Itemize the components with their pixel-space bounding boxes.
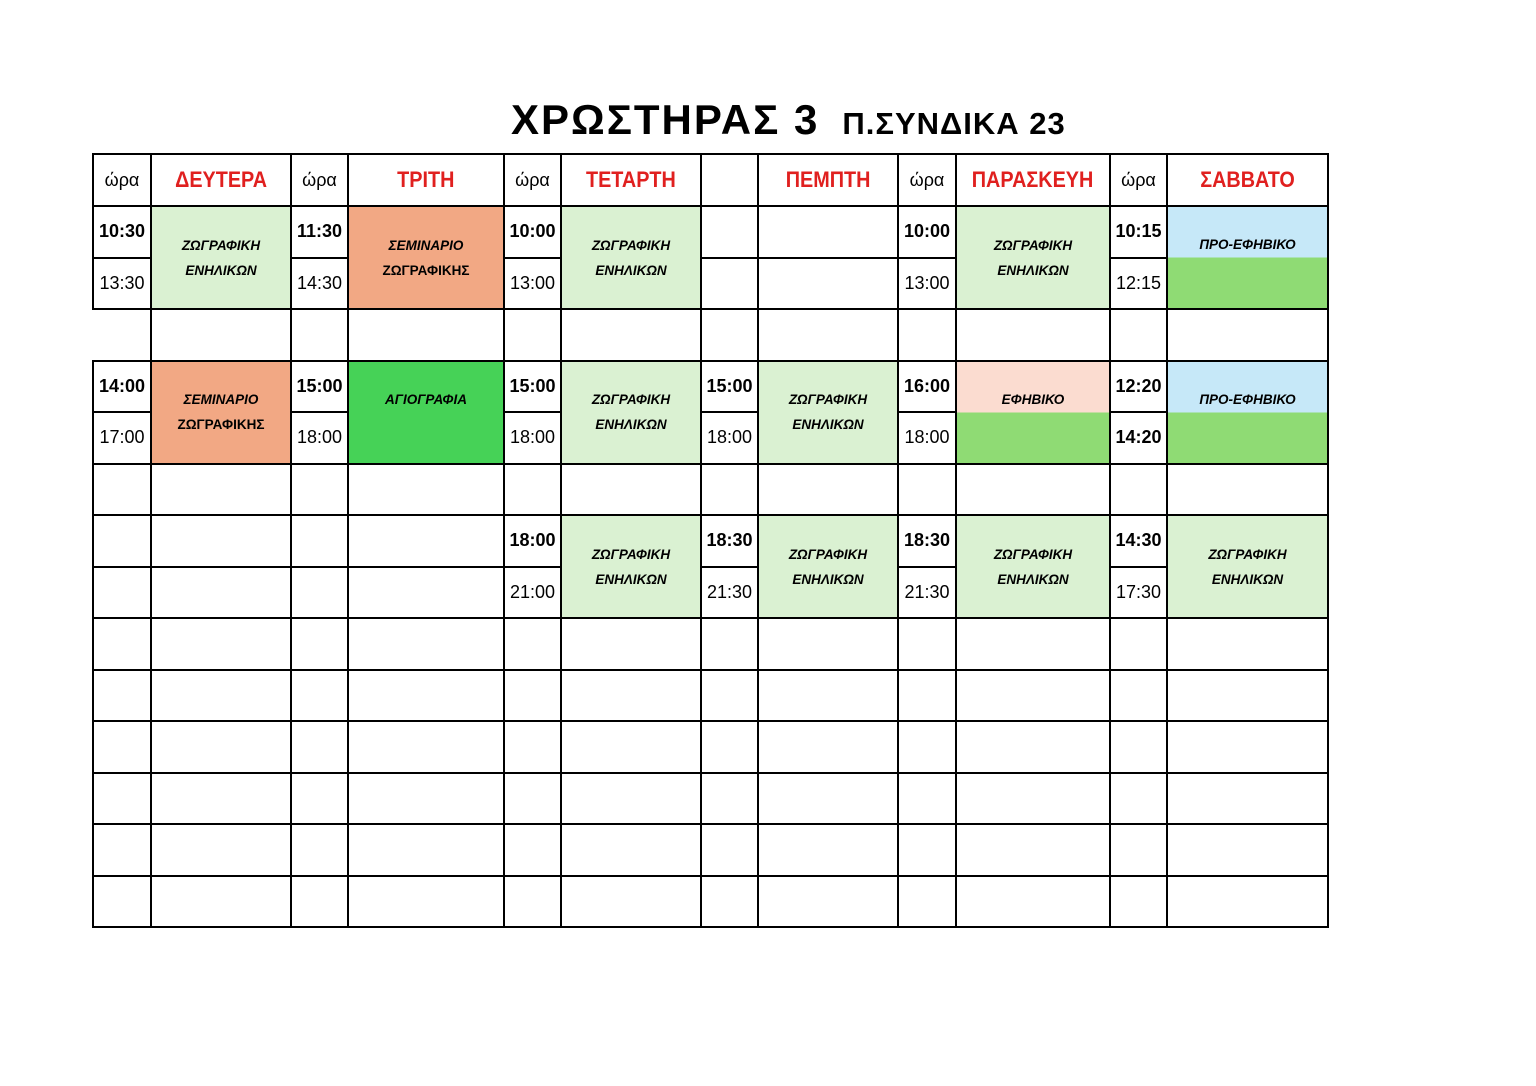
saturday-start-time (1110, 361, 1167, 413)
day-header-friday (956, 154, 1110, 206)
empty-cell (291, 464, 348, 516)
empty-cell (758, 670, 898, 722)
empty-cell (1110, 464, 1167, 516)
empty-cell (758, 206, 898, 258)
empty-cell (701, 258, 758, 310)
class-label (1168, 207, 1327, 253)
slot-start-row (93, 206, 1328, 258)
empty-cell (1167, 773, 1328, 825)
monday-start-time (93, 361, 151, 413)
empty-cell (93, 515, 151, 567)
start-time-text: 15:00 (706, 375, 753, 396)
start-time-text: 18:30 (706, 530, 753, 551)
tuesday-class-block (348, 361, 504, 464)
day-name-label: ΠΑΡΑΣΚΕΥΗ (972, 167, 1094, 192)
empty-cell (561, 464, 701, 516)
class-label-line: ΣΕΜΙΝΑΡΙΟ (183, 392, 259, 407)
empty-cell (1167, 876, 1328, 928)
friday-start-time (898, 206, 956, 258)
empty-cell (291, 824, 348, 876)
empty-cell (504, 464, 561, 516)
empty-cell (898, 824, 956, 876)
empty-cell (504, 309, 561, 361)
empty-cell (758, 824, 898, 876)
empty-cell (504, 876, 561, 928)
class-label-line: ΖΩΓΡΑΦΙΚΗ (788, 546, 868, 562)
empty-cell (348, 670, 504, 722)
thursday-start-time (701, 515, 758, 567)
day-header-thursday (758, 154, 898, 206)
empty-cell (701, 309, 758, 361)
empty-cell (758, 773, 898, 825)
empty-cell (701, 824, 758, 876)
empty-cell (1167, 618, 1328, 670)
end-time-text: 21:30 (706, 581, 753, 602)
empty-cell (1110, 309, 1167, 361)
empty-cell (151, 464, 291, 516)
class-label-line: ΕΝΗΛΙΚΩΝ (792, 417, 864, 432)
class-label (957, 362, 1109, 408)
class-label-line: ΕΝΗΛΙΚΩΝ (595, 417, 667, 432)
empty-cell (291, 876, 348, 928)
class-label-line: ΑΓΙΟΓΡΑΦΙΑ (384, 392, 468, 407)
empty-cell (758, 876, 898, 928)
empty-cell (291, 618, 348, 670)
schedule-table (92, 153, 1329, 928)
empty-cell (93, 309, 151, 361)
class-label (759, 387, 897, 437)
empty-cell (291, 515, 348, 567)
class-label-line: ΕΝΗΛΙΚΩΝ (792, 571, 864, 587)
empty-cell (898, 618, 956, 670)
empty-cell (151, 876, 291, 928)
empty-row (93, 773, 1328, 825)
tuesday-end-time (291, 412, 348, 464)
empty-cell (956, 309, 1110, 361)
empty-cell (561, 618, 701, 670)
empty-cell (1167, 824, 1328, 876)
class-label-line: ΕΝΗΛΙΚΩΝ (185, 262, 257, 278)
hour-header-label: ώρα (909, 169, 945, 190)
empty-cell (758, 618, 898, 670)
class-label (1168, 542, 1327, 592)
empty-cell (504, 773, 561, 825)
start-time-text: 18:00 (509, 530, 556, 551)
empty-cell (898, 464, 956, 516)
empty-cell (291, 721, 348, 773)
empty-cell (561, 309, 701, 361)
class-label-line: ΣΕΜΙΝΑΡΙΟ (388, 237, 464, 253)
slot-end-row (93, 567, 1328, 619)
hour-header-cell (898, 154, 956, 206)
empty-cell (701, 773, 758, 825)
empty-cell (348, 515, 504, 567)
empty-cell (93, 876, 151, 928)
empty-cell (93, 567, 151, 619)
hour-header-label: ώρα (1121, 169, 1156, 190)
empty-cell (348, 618, 504, 670)
class-label (349, 233, 503, 283)
empty-cell (561, 721, 701, 773)
empty-cell (93, 618, 151, 670)
empty-cell (348, 876, 504, 928)
hour-header-cell (701, 154, 758, 206)
class-label-line: ΖΩΓΡΑΦΙΚΗ (1208, 546, 1287, 562)
start-time-text: 15:00 (509, 375, 556, 396)
start-time-text: 18:30 (903, 530, 951, 551)
class-label-line: ΖΩΓΡΑΦΙΚΗΣ (177, 417, 265, 432)
schedule-body (93, 154, 1328, 927)
workshop-address: Π.ΣΥΝΔΙΚΑ 23 (842, 106, 1066, 141)
wednesday-class-block (561, 361, 701, 464)
hour-header-cell (291, 154, 348, 206)
empty-cell (561, 773, 701, 825)
empty-cell (758, 258, 898, 310)
empty-cell (93, 721, 151, 773)
monday-end-time (93, 412, 151, 464)
class-label-line: ΖΩΓΡΑΦΙΚΗ (788, 392, 868, 407)
empty-cell (504, 670, 561, 722)
friday-end-time (898, 412, 956, 464)
wednesday-end-time (504, 412, 561, 464)
page-title (511, 96, 1066, 143)
empty-cell (291, 773, 348, 825)
class-label (349, 387, 503, 437)
hour-header-cell (504, 154, 561, 206)
slot-start-row (93, 515, 1328, 567)
empty-cell (898, 876, 956, 928)
class-label-line: ΠΡΟ-ΕΦΗΒΙΚΟ (1199, 391, 1296, 407)
class-label-line: ΖΩΓΡΑΦΙΚΗ (993, 237, 1073, 253)
end-time-text: 14:20 (1115, 427, 1162, 448)
tuesday-start-time (291, 206, 348, 258)
empty-cell (348, 567, 504, 619)
wednesday-start-time (504, 515, 561, 567)
empty-cell (1110, 721, 1167, 773)
hour-header-label: ώρα (515, 169, 550, 190)
class-label-line: ΖΩΓΡΑΦΙΚΗ (181, 237, 261, 253)
empty-cell (1110, 773, 1167, 825)
empty-row (93, 670, 1328, 722)
empty-cell (151, 773, 291, 825)
saturday-class-block (1167, 206, 1328, 309)
empty-cell (348, 824, 504, 876)
empty-cell (151, 721, 291, 773)
empty-cell (151, 515, 291, 567)
class-label-line: ΕΦΗΒΙΚΟ (1001, 391, 1065, 407)
empty-cell (151, 567, 291, 619)
empty-cell (758, 464, 898, 516)
empty-cell (1167, 670, 1328, 722)
start-time-text: 15:00 (296, 375, 343, 396)
empty-cell (291, 309, 348, 361)
class-label-line: ΖΩΓΡΑΦΙΚΗ (993, 546, 1073, 562)
empty-cell (701, 206, 758, 258)
empty-cell (1110, 670, 1167, 722)
thursday-end-time (701, 412, 758, 464)
tuesday-end-time (291, 258, 348, 310)
class-label-line: ΖΩΓΡΑΦΙΚΗ (591, 237, 671, 253)
thursday-end-time (701, 567, 758, 619)
class-label (152, 233, 290, 283)
friday-class-block (956, 206, 1110, 309)
day-header-tuesday (348, 154, 504, 206)
thursday-class-block (758, 361, 898, 464)
friday-start-time (898, 515, 956, 567)
header-row (93, 154, 1328, 206)
empty-cell (956, 876, 1110, 928)
empty-cell (1167, 309, 1328, 361)
class-label (759, 542, 897, 592)
empty-cell (504, 824, 561, 876)
wednesday-class-block (561, 206, 701, 309)
empty-cell (504, 721, 561, 773)
end-time-text: 13:00 (904, 272, 950, 293)
start-time-text: 10:00 (903, 221, 951, 242)
class-label-line: ΕΝΗΛΙΚΩΝ (997, 262, 1069, 278)
empty-cell (348, 309, 504, 361)
hour-header-label: ώρα (104, 169, 140, 190)
hour-header-cell (93, 154, 151, 206)
empty-row (93, 876, 1328, 928)
end-time-text: 18:00 (509, 427, 556, 448)
empty-cell (758, 309, 898, 361)
empty-cell (898, 721, 956, 773)
saturday-end-time (1110, 258, 1167, 310)
empty-cell (151, 309, 291, 361)
empty-cell (291, 670, 348, 722)
end-time-text: 18:00 (296, 427, 343, 448)
empty-cell (348, 721, 504, 773)
class-label (1168, 362, 1327, 408)
empty-row (93, 824, 1328, 876)
hour-header-cell (1110, 154, 1167, 206)
wednesday-class-block (561, 515, 701, 618)
friday-class-block (956, 361, 1110, 464)
day-name-label: ΔΕΥΤΕΡΑ (175, 167, 267, 192)
saturday-start-time (1110, 206, 1167, 258)
empty-cell (561, 876, 701, 928)
empty-cell (504, 618, 561, 670)
empty-cell (701, 876, 758, 928)
end-time-text: 18:00 (706, 427, 753, 448)
end-time-text: 13:00 (509, 272, 556, 293)
empty-cell (956, 824, 1110, 876)
start-time-text: 10:15 (1115, 221, 1162, 242)
end-time-text: 12:15 (1115, 272, 1162, 293)
friday-end-time (898, 258, 956, 310)
empty-cell (956, 721, 1110, 773)
empty-cell (1167, 464, 1328, 516)
day-name-label: ΣΑΒΒΑΤΟ (1200, 167, 1295, 192)
empty-cell (898, 670, 956, 722)
friday-end-time (898, 567, 956, 619)
empty-row (93, 618, 1328, 670)
empty-cell (956, 773, 1110, 825)
empty-cell (291, 567, 348, 619)
saturday-class-block (1167, 515, 1328, 618)
start-time-text: 14:30 (1115, 530, 1162, 551)
class-label (152, 387, 290, 437)
class-label-line: ΖΩΓΡΑΦΙΚΗ (591, 546, 671, 562)
end-time-text: 14:30 (296, 272, 343, 293)
wednesday-start-time (504, 206, 561, 258)
start-time-text: 14:00 (98, 375, 146, 396)
empty-cell (1110, 618, 1167, 670)
monday-class-block (151, 206, 291, 309)
friday-class-block (956, 515, 1110, 618)
empty-row (93, 309, 1328, 361)
empty-cell (348, 464, 504, 516)
day-header-saturday (1167, 154, 1328, 206)
empty-cell (151, 670, 291, 722)
empty-cell (701, 670, 758, 722)
day-name-label: ΠΕΜΠΤΗ (785, 167, 871, 192)
class-label-line: ΠΡΟ-ΕΦΗΒΙΚΟ (1199, 237, 1296, 252)
empty-cell (561, 824, 701, 876)
empty-cell (956, 618, 1110, 670)
empty-cell (1110, 824, 1167, 876)
empty-cell (348, 773, 504, 825)
empty-cell (956, 464, 1110, 516)
saturday-class-block (1167, 361, 1328, 464)
end-time-text: 17:30 (1115, 581, 1162, 602)
monday-class-block (151, 361, 291, 464)
thursday-class-block (758, 515, 898, 618)
end-time-text: 17:00 (99, 427, 145, 448)
class-label-line: ΕΝΗΛΙΚΩΝ (997, 571, 1069, 587)
empty-cell (151, 618, 291, 670)
class-label (957, 542, 1109, 592)
empty-cell (898, 309, 956, 361)
tuesday-class-block (348, 206, 504, 309)
day-header-wednesday (561, 154, 701, 206)
start-time-text: 10:30 (98, 221, 146, 242)
start-time-text: 10:00 (509, 221, 556, 242)
start-time-text: 11:30 (296, 221, 343, 242)
day-name-label: ΤΡΙΤΗ (397, 167, 455, 192)
class-label (957, 233, 1109, 283)
empty-cell (151, 824, 291, 876)
class-label (562, 233, 700, 283)
wednesday-start-time (504, 361, 561, 413)
empty-cell (561, 670, 701, 722)
end-time-text: 21:30 (904, 581, 950, 602)
class-label-line: ΕΝΗΛΙΚΩΝ (1211, 571, 1284, 587)
empty-cell (701, 464, 758, 516)
hour-header-label: ώρα (302, 169, 337, 190)
wednesday-end-time (504, 567, 561, 619)
slot-start-row (93, 361, 1328, 413)
day-name-label: ΤΕΤΑΡΤΗ (586, 167, 676, 192)
empty-cell (758, 721, 898, 773)
empty-cell (93, 773, 151, 825)
day-header-monday (151, 154, 291, 206)
empty-cell (1167, 721, 1328, 773)
start-time-text: 16:00 (903, 375, 951, 396)
start-time-text: 12:20 (1115, 375, 1162, 396)
monday-start-time (93, 206, 151, 258)
class-label-line: ΖΩΓΡΑΦΙΚΗ (591, 392, 671, 407)
empty-cell (701, 618, 758, 670)
wednesday-end-time (504, 258, 561, 310)
saturday-start-time (1110, 515, 1167, 567)
class-label-line: ΖΩΓΡΑΦΙΚΗΣ (382, 262, 470, 278)
thursday-start-time (701, 361, 758, 413)
class-label-line: ΕΝΗΛΙΚΩΝ (595, 262, 667, 278)
monday-end-time (93, 258, 151, 310)
end-time-text: 13:30 (99, 272, 145, 293)
tuesday-start-time (291, 361, 348, 413)
class-label (562, 542, 700, 592)
empty-row (93, 464, 1328, 516)
saturday-end-time (1110, 567, 1167, 619)
class-label-line: ΕΝΗΛΙΚΩΝ (595, 571, 667, 587)
empty-cell (93, 670, 151, 722)
empty-cell (93, 824, 151, 876)
empty-row (93, 721, 1328, 773)
workshop-name: ΧΡΩΣΤΗΡΑΣ 3 (511, 96, 820, 143)
empty-cell (956, 670, 1110, 722)
end-time-text: 21:00 (509, 581, 556, 602)
class-label (562, 387, 700, 437)
end-time-text: 18:00 (904, 427, 950, 448)
empty-cell (701, 721, 758, 773)
empty-cell (93, 464, 151, 516)
empty-cell (898, 773, 956, 825)
friday-start-time (898, 361, 956, 413)
empty-cell (1110, 876, 1167, 928)
saturday-end-time (1110, 412, 1167, 464)
